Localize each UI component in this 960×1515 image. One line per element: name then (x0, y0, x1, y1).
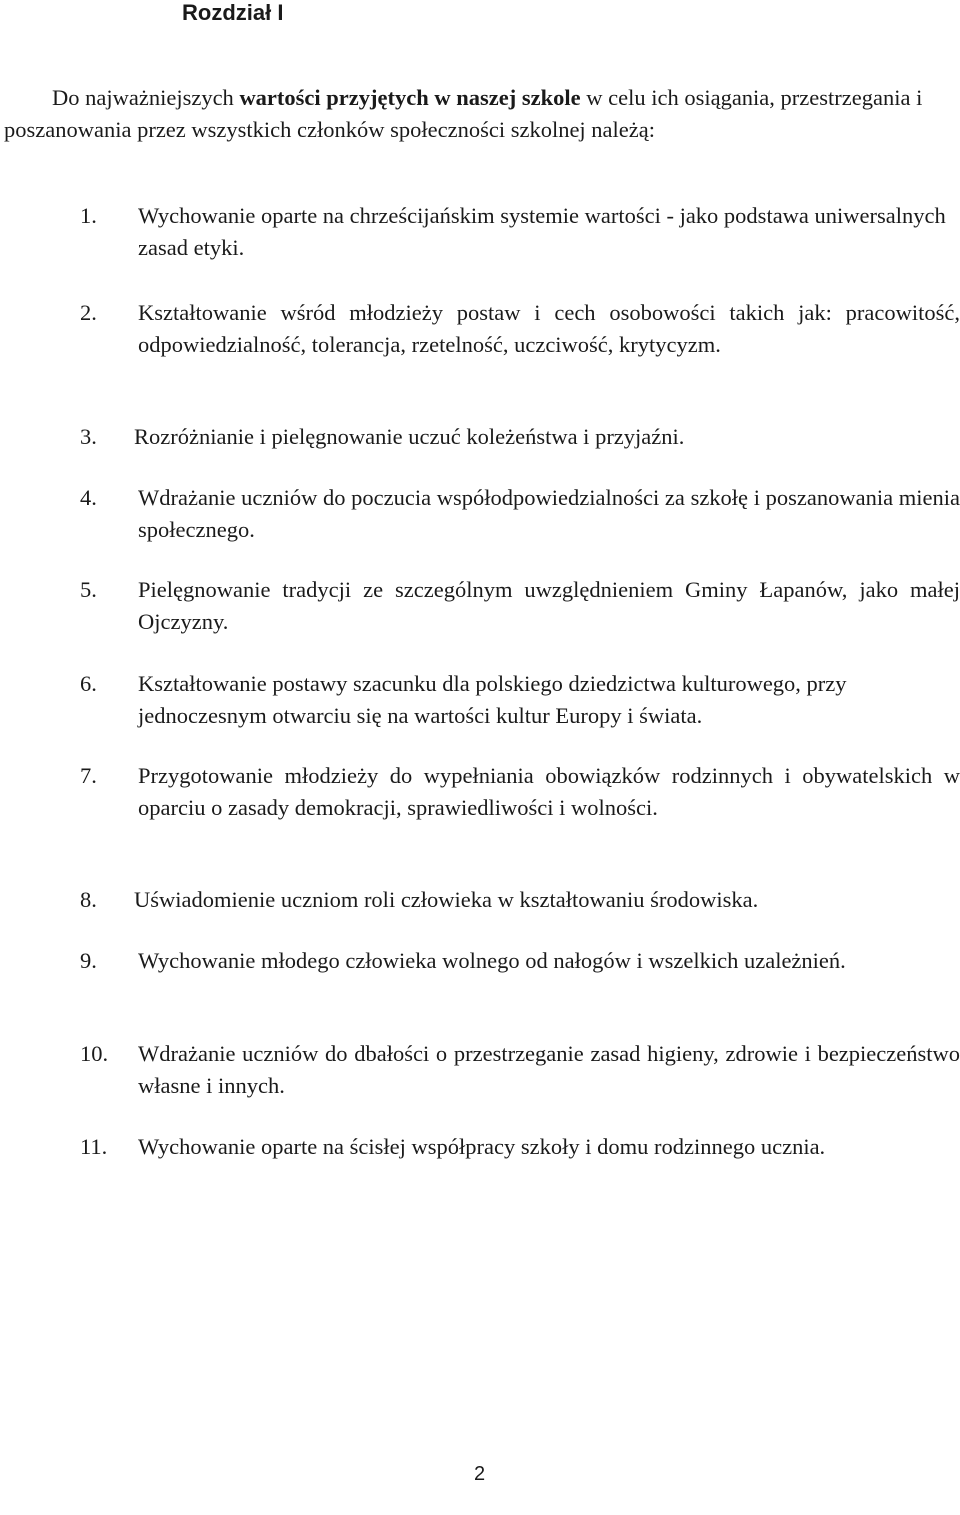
intro-text-end: w celu ich osiągania, przestrzegania i poszanowania przez wszystkich członków społeczności szkolnej należą: (4, 85, 923, 142)
list-item-text: Wychowanie oparte na ścisłej współpracy szkoły i domu rodzinnego ucznia. (138, 1134, 826, 1159)
page-number: 2 (474, 1463, 486, 1485)
list-item-number: 11. (80, 1134, 108, 1159)
list-item (80, 574, 960, 637)
list-item-text: Wychowanie oparte na chrześcijańskim systemie wartości - jako podstawa uniwersalnych zasad etyki. (138, 203, 946, 260)
list-item (80, 421, 960, 453)
list-item (80, 1131, 960, 1163)
list-item-number: 1. (80, 203, 97, 228)
list-item (80, 668, 960, 731)
list-item-text: Uświadomienie uczniom roli człowieka w kształtowaniu środowiska. (134, 887, 759, 912)
list-item-number: 5. (80, 577, 97, 602)
list-item-text: Pielęgnowanie tradycji ze szczególnym uwzględnieniem Gminy Łapanów, jako małej Ojczyzny. (138, 577, 960, 634)
list-item-text: Wdrażanie uczniów do poczucia współodpowiedzialności za szkołę i poszanowania mienia społecznego. (138, 485, 960, 542)
list-item-number: 6. (80, 671, 97, 696)
list-item (80, 760, 960, 823)
list-item-text: Kształtowanie wśród młodzieży postaw i cech osobowości takich jak: pracowitość, odpowiedzialność, tolerancja, rzetelność, uczciwość, krytycyzm. (138, 300, 960, 357)
list-item-text: Kształtowanie postawy szacunku dla polskiego dziedzictwa kulturowego, przy jednoczesnym otwarciu się na wartości kultur Europy i świata. (138, 671, 847, 728)
intro-text-bold: wartości przyjętych w naszej szkole (239, 85, 581, 110)
list-item (80, 482, 960, 545)
chapter-title: Rozdział I (182, 0, 284, 25)
list-item (80, 200, 960, 263)
list-item-text: Rozróżnianie i pielęgnowanie uczuć koleżeństwa i przyjaźni. (134, 424, 685, 449)
list-item-number: 9. (80, 948, 97, 973)
list-item-number: 10. (80, 1041, 109, 1066)
list-item-text: Przygotowanie młodzieży do wypełniania obowiązków rodzinnych i obywatelskich w oparciu o zasady demokracji, sprawiedliwości i wolności. (138, 763, 960, 820)
list-item (80, 297, 960, 360)
list-item-number: 7. (80, 763, 97, 788)
list-item (80, 945, 960, 977)
list-item (80, 1038, 960, 1101)
list-item-number: 2. (80, 300, 97, 325)
list-item-text: Wychowanie młodego człowieka wolnego od nałogów i wszelkich uzależnień. (138, 948, 846, 973)
list-item (80, 884, 960, 916)
list-item-number: 8. (80, 887, 97, 912)
intro-paragraph (4, 82, 936, 145)
list-item-number: 3. (80, 424, 97, 449)
intro-text-start: Do najważniejszych (52, 85, 240, 110)
list-item-number: 4. (80, 485, 97, 510)
list-item-text: Wdrażanie uczniów do dbałości o przestrzeganie zasad higieny, zdrowie i bezpieczeństwo własne i innych. (138, 1041, 960, 1098)
